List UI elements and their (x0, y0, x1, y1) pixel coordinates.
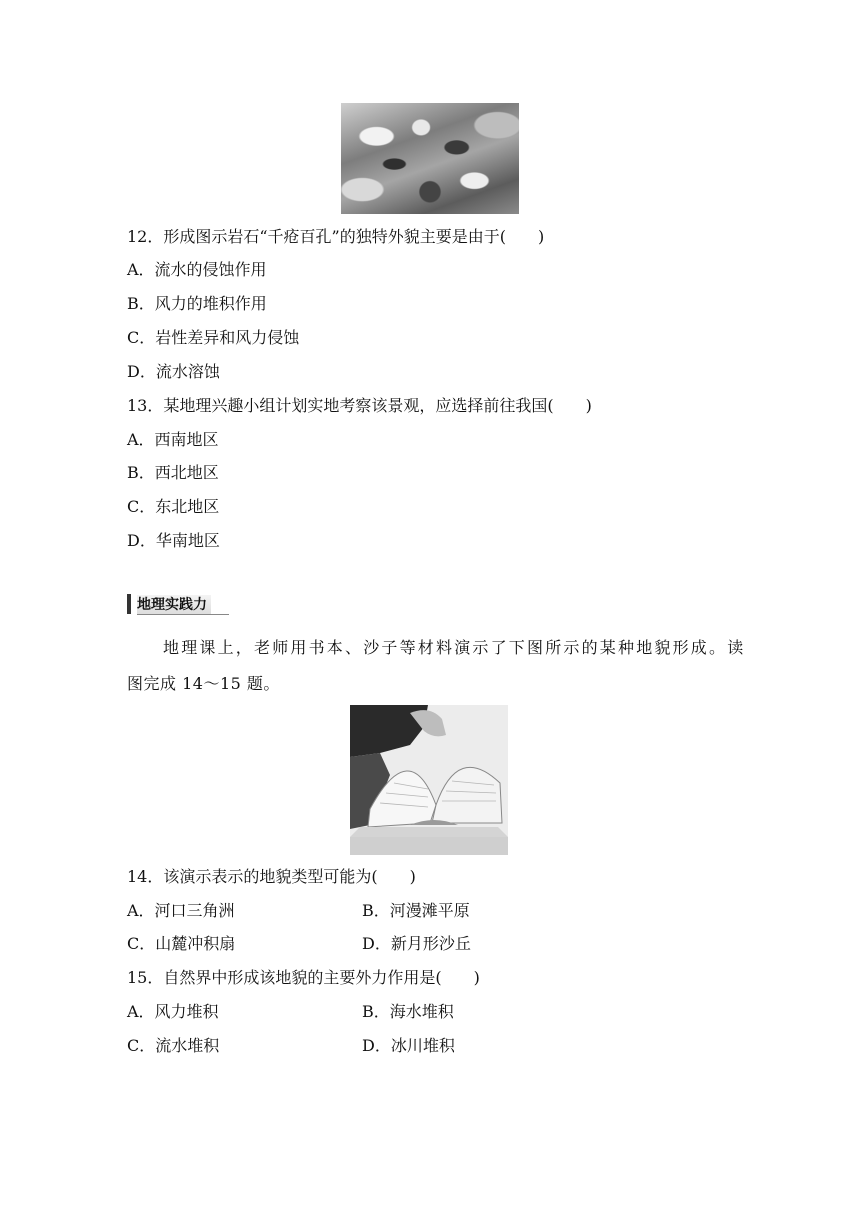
rock-photo (341, 103, 519, 214)
section-underline (137, 614, 229, 615)
q15-option-c: C．流水堆积 (127, 1036, 220, 1055)
section-marker-icon (127, 594, 131, 614)
q13-option-b: B．西北地区 (127, 463, 219, 482)
section-heading (127, 594, 229, 616)
intro-line-1: 地理课上，老师用书本、沙子等材料演示了下图所示的某种地貌形成。读 (163, 638, 746, 657)
q15-option-a: A．风力堆积 (127, 1002, 219, 1021)
q12-option-c: C．岩性差异和风力侵蚀 (127, 328, 300, 347)
q13-option-a: A．西南地区 (127, 430, 219, 449)
q15-option-b: B．海水堆积 (362, 1002, 454, 1021)
q12-option-d: D．流水溶蚀 (127, 362, 220, 381)
q13-option-d: D．华南地区 (127, 531, 220, 550)
q14-option-d: D．新月形沙丘 (362, 934, 471, 953)
q14-option-a: A．河口三角洲 (127, 901, 235, 920)
q14-option-b: B．河漫滩平原 (362, 901, 470, 920)
q12-stem: 12．形成图示岩石“千疮百孔”的独特外貌主要是由于( ) (127, 227, 545, 246)
q13-option-c: C．东北地区 (127, 497, 220, 516)
q15-stem: 15．自然界中形成该地貌的主要外力作用是( ) (127, 968, 480, 987)
q12-option-b: B．风力的堆积作用 (127, 294, 267, 313)
q12-option-a: A．流水的侵蚀作用 (127, 260, 267, 279)
q14-option-c: C．山麓冲积扇 (127, 934, 236, 953)
q15-option-d: D．冰川堆积 (362, 1036, 455, 1055)
book-demo-photo (350, 705, 508, 855)
q14-stem: 14．该演示表示的地貌类型可能为( ) (127, 867, 416, 886)
q13-stem: 13．某地理兴趣小组计划实地考察该景观，应选择前往我国( ) (127, 396, 592, 415)
book-demo-illustration (350, 705, 508, 855)
intro-line-2: 图完成 14～15 题。 (127, 674, 280, 693)
section-title: 地理实践力 (137, 595, 211, 615)
